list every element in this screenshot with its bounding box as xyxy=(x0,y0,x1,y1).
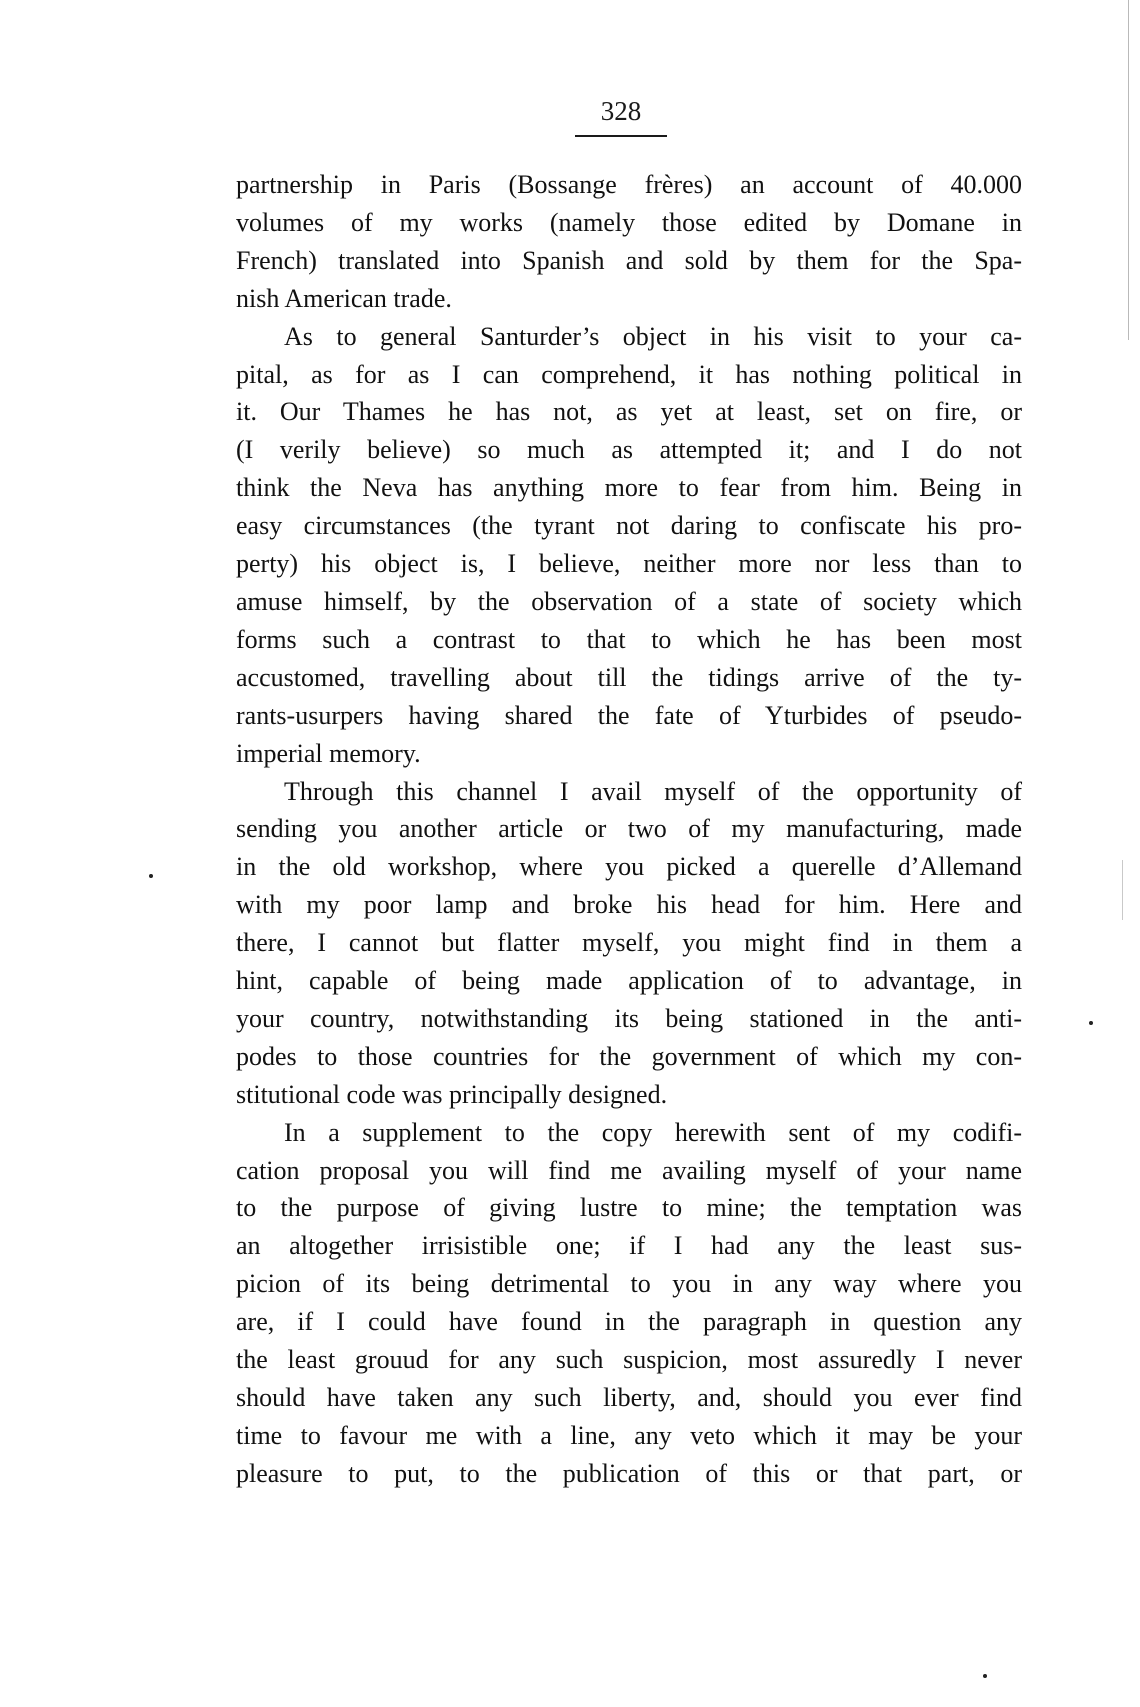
text-line: In a supplement to the copy herewith sent of my codifi- xyxy=(284,1117,1022,1147)
text-line: there, I cannot but flatter myself, you might find in them a xyxy=(236,928,1022,958)
text-line: As to general Santurder’s object in his visit to your ca- xyxy=(284,321,1022,351)
paragraph xyxy=(236,318,1022,773)
text-line: French) translated into Spanish and sold by them for the Spa- xyxy=(236,245,1022,275)
text-line: amuse himself, by the observation of a state of society which xyxy=(236,586,1022,616)
paragraph xyxy=(236,773,1022,1114)
text-line: imperial memory. xyxy=(236,738,421,768)
text-line: pital, as for as I can comprehend, it has nothing political in xyxy=(236,359,1022,389)
text-line: think the Neva has anything more to fear from him. Being in xyxy=(236,473,1022,503)
text-line: sending you another article or two of my manufacturing, made xyxy=(236,814,1022,844)
paragraph xyxy=(236,1114,1022,1493)
text-line: cation proposal you will find me availing myself of your name xyxy=(236,1155,1022,1185)
text-line: stitutional code was principally designed. xyxy=(236,1079,668,1109)
text-line: it. Our Thames he has not, as yet at least, set on fire, or xyxy=(236,397,1022,427)
text-line: rants-usurpers having shared the fate of Yturbides of pseudo- xyxy=(236,700,1022,730)
text-line: your country, notwithstanding its being stationed in the anti- xyxy=(236,1003,1022,1033)
text-line: forms such a contrast to that to which he has been most xyxy=(236,624,1022,654)
page-number-header xyxy=(575,98,667,137)
page-edge-line xyxy=(1128,0,1129,340)
text-line: volumes of my works (namely those edited by Domane in xyxy=(236,207,1022,237)
text-line: to the purpose of giving lustre to mine; the temptation was xyxy=(236,1193,1022,1223)
text-line: the least grouud for any such suspicion, most assuredly I never xyxy=(236,1345,1022,1375)
paragraph xyxy=(236,166,1022,318)
text-line: should have taken any such liberty, and, should you ever find xyxy=(236,1383,1022,1412)
page-number: 328 xyxy=(600,96,642,126)
text-line: an altogether irrisistible one; if I had any the least sus- xyxy=(236,1231,1022,1261)
scan-speck xyxy=(983,1674,987,1678)
text-line: Through this channel I avail myself of the opportunity of xyxy=(284,776,1022,806)
text-line: nish American trade. xyxy=(236,283,452,313)
page-edge-mark xyxy=(1122,860,1123,920)
text-line: accustomed, travelling about till the tidings arrive of the ty- xyxy=(236,662,1022,692)
body-text xyxy=(236,166,1022,1493)
text-line: easy circumstances (the tyrant not daring to confiscate his pro- xyxy=(236,511,1022,541)
text-line: are, if I could have found in the paragraph in question any xyxy=(236,1307,1022,1337)
page-number-rule xyxy=(575,135,667,137)
text-line: (I verily believe) so much as attempted it; and I do not xyxy=(236,435,1022,465)
text-line: perty) his object is, I believe, neither more nor less than to xyxy=(236,549,1022,579)
text-line: podes to those countries for the government of which my con- xyxy=(236,1041,1022,1071)
text-line: time to favour me with a line, any veto which it may be your xyxy=(236,1420,1022,1450)
text-line: picion of its being detrimental to you in any way where you xyxy=(236,1269,1022,1299)
scan-speck xyxy=(1089,1021,1093,1025)
text-line: partnership in Paris (Bossange frères) an account of 40.000 xyxy=(236,170,1022,199)
text-line: with my poor lamp and broke his head for him. Here and xyxy=(236,890,1022,920)
scan-speck xyxy=(149,874,153,878)
text-line: pleasure to put, to the publication of this or that part, or xyxy=(236,1458,1022,1488)
text-line: in the old workshop, where you picked a querelle d’Allemand xyxy=(236,852,1022,882)
text-line: hint, capable of being made application of to advantage, in xyxy=(236,966,1022,996)
